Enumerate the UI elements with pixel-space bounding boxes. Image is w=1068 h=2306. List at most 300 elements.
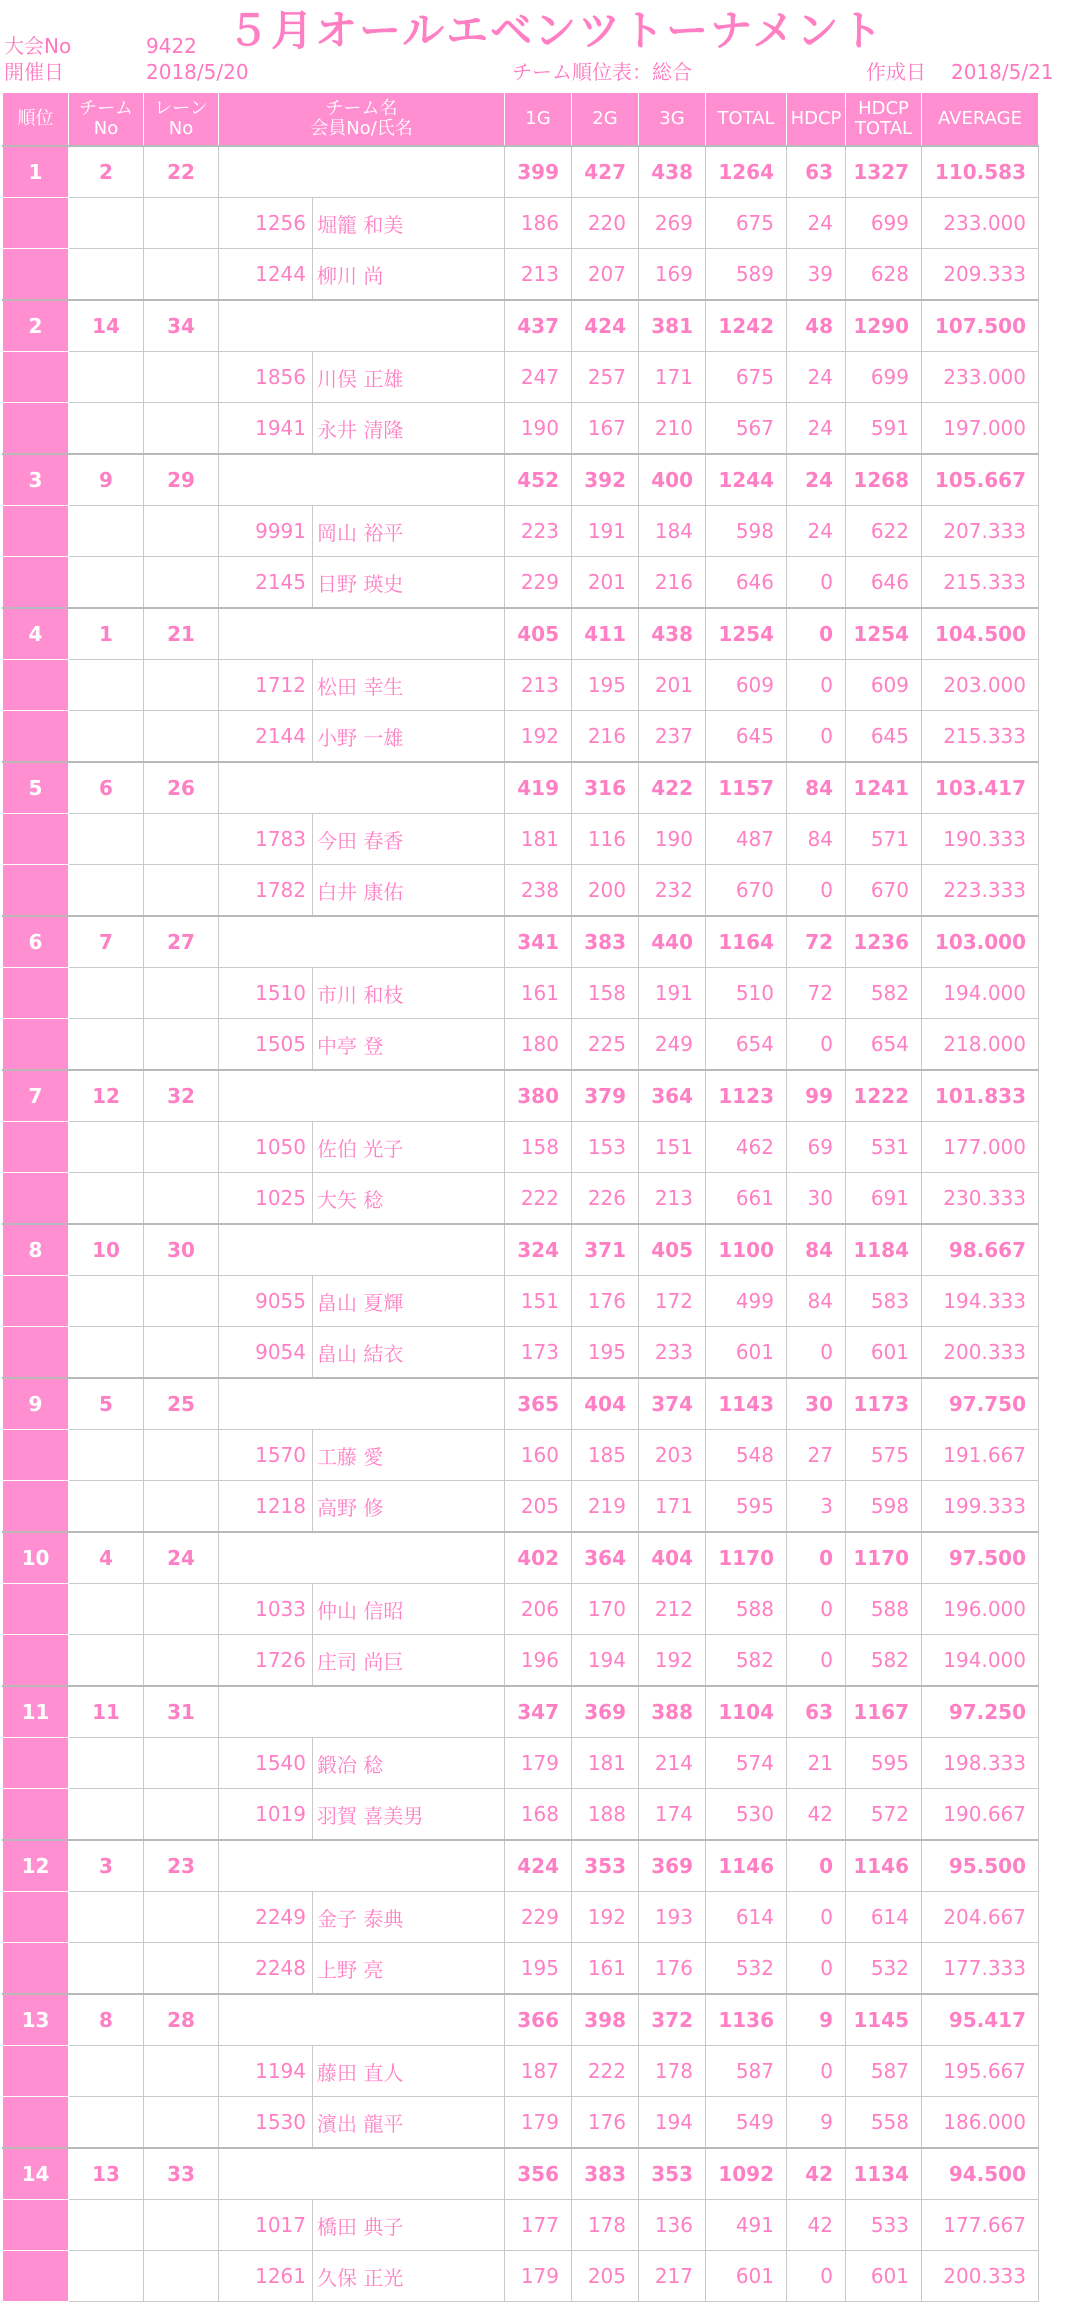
member-g2: 116 — [572, 814, 639, 865]
member-hdcp: 0 — [787, 865, 846, 917]
member-no: 1856 — [219, 352, 313, 403]
member-hdcp: 9 — [787, 2097, 846, 2149]
team-average: 95.417 — [922, 1994, 1039, 2046]
member-row — [3, 968, 1039, 1019]
member-hdcp: 0 — [787, 1892, 846, 1943]
team-no-blank — [69, 711, 144, 763]
rank-blank — [3, 2097, 69, 2149]
member-total: 487 — [706, 814, 787, 865]
team-no-blank — [69, 198, 144, 249]
col-hdcp: HDCP — [787, 93, 846, 147]
team-hdcp-total: 1254 — [846, 608, 922, 660]
member-total: 598 — [706, 506, 787, 557]
member-g3: 192 — [639, 1635, 706, 1687]
team-name — [219, 1070, 505, 1122]
member-g2: 170 — [572, 1584, 639, 1635]
member-row — [3, 865, 1039, 917]
team-g1: 341 — [505, 916, 572, 968]
member-hdcp: 84 — [787, 1276, 846, 1327]
member-no: 1510 — [219, 968, 313, 1019]
team-g1: 365 — [505, 1378, 572, 1430]
member-name: 今田 春香 — [313, 814, 505, 865]
member-hdcp-total: 622 — [846, 506, 922, 557]
team-average: 95.500 — [922, 1840, 1039, 1892]
member-no: 1050 — [219, 1122, 313, 1173]
member-average: 197.000 — [922, 403, 1039, 455]
member-name: 羽賀 喜美男 — [313, 1789, 505, 1841]
member-g3: 214 — [639, 1738, 706, 1789]
member-average: 194.333 — [922, 1276, 1039, 1327]
team-no-blank — [69, 2251, 144, 2302]
team-average: 105.667 — [922, 454, 1039, 506]
member-average: 191.667 — [922, 1430, 1039, 1481]
team-total: 1157 — [706, 762, 787, 814]
lane-no-blank — [144, 1276, 219, 1327]
team-hdcp: 0 — [787, 608, 846, 660]
team-g3: 364 — [639, 1070, 706, 1122]
member-g2: 220 — [572, 198, 639, 249]
team-hdcp-total: 1184 — [846, 1224, 922, 1276]
member-g2: 200 — [572, 865, 639, 917]
team-no-blank — [69, 2200, 144, 2251]
member-average: 194.000 — [922, 968, 1039, 1019]
lane-no: 32 — [144, 1070, 219, 1122]
col-g1: 1G — [505, 93, 572, 147]
member-total: 654 — [706, 1019, 787, 1071]
member-hdcp-total: 628 — [846, 249, 922, 301]
member-g2: 176 — [572, 1276, 639, 1327]
team-row — [3, 1994, 1039, 2046]
rank-blank — [3, 660, 69, 711]
member-g3: 201 — [639, 660, 706, 711]
team-no-blank — [69, 557, 144, 609]
team-name — [219, 1686, 505, 1738]
member-hdcp: 24 — [787, 198, 846, 249]
team-hdcp: 72 — [787, 916, 846, 968]
member-row — [3, 2097, 1039, 2149]
team-g2: 364 — [572, 1532, 639, 1584]
lane-no: 30 — [144, 1224, 219, 1276]
member-g1: 180 — [505, 1019, 572, 1071]
member-row — [3, 249, 1039, 301]
team-hdcp: 84 — [787, 762, 846, 814]
team-total: 1254 — [706, 608, 787, 660]
team-hdcp-total: 1290 — [846, 300, 922, 352]
team-total: 1092 — [706, 2148, 787, 2200]
col-average: AVERAGE — [922, 93, 1039, 147]
member-row — [3, 506, 1039, 557]
team-hdcp-total: 1236 — [846, 916, 922, 968]
team-no: 11 — [69, 1686, 144, 1738]
team-average: 103.417 — [922, 762, 1039, 814]
member-hdcp: 0 — [787, 557, 846, 609]
team-no: 8 — [69, 1994, 144, 2046]
date-label: 開催日 — [4, 60, 64, 84]
member-hdcp-total: 609 — [846, 660, 922, 711]
member-no: 2249 — [219, 1892, 313, 1943]
member-row — [3, 2251, 1039, 2302]
member-average: 215.333 — [922, 711, 1039, 763]
member-no: 1530 — [219, 2097, 313, 2149]
member-g2: 205 — [572, 2251, 639, 2302]
col-name: チーム名 会員No/氏名 — [219, 93, 505, 147]
member-no: 1540 — [219, 1738, 313, 1789]
rank-blank — [3, 2200, 69, 2251]
member-hdcp-total: 587 — [846, 2046, 922, 2097]
member-name: 上野 亮 — [313, 1943, 505, 1995]
team-hdcp: 9 — [787, 1994, 846, 2046]
member-row — [3, 1892, 1039, 1943]
member-hdcp: 0 — [787, 1019, 846, 1071]
created-label: 作成日 — [866, 60, 926, 84]
team-total: 1143 — [706, 1378, 787, 1430]
member-g1: 213 — [505, 660, 572, 711]
lane-no-blank — [144, 506, 219, 557]
tournament-no-label: 大会No — [4, 34, 72, 58]
team-hdcp-total: 1268 — [846, 454, 922, 506]
team-rank: 11 — [3, 1686, 69, 1738]
team-no-blank — [69, 506, 144, 557]
member-g3: 176 — [639, 1943, 706, 1995]
lane-no: 27 — [144, 916, 219, 968]
member-name: 久保 正光 — [313, 2251, 505, 2302]
member-row — [3, 1943, 1039, 1995]
rank-blank — [3, 1430, 69, 1481]
team-g3: 369 — [639, 1840, 706, 1892]
member-name: 畠山 夏輝 — [313, 1276, 505, 1327]
member-total: 530 — [706, 1789, 787, 1841]
member-hdcp: 0 — [787, 2251, 846, 2302]
member-g1: 229 — [505, 557, 572, 609]
team-g1: 405 — [505, 608, 572, 660]
member-total: 588 — [706, 1584, 787, 1635]
lane-no-blank — [144, 1584, 219, 1635]
member-g3: 203 — [639, 1430, 706, 1481]
team-g2: 404 — [572, 1378, 639, 1430]
rank-blank — [3, 1789, 69, 1841]
member-g3: 233 — [639, 1327, 706, 1379]
member-hdcp: 0 — [787, 1584, 846, 1635]
team-average: 97.750 — [922, 1378, 1039, 1430]
team-rank: 3 — [3, 454, 69, 506]
team-g2: 369 — [572, 1686, 639, 1738]
team-g2: 427 — [572, 146, 639, 198]
member-total: 595 — [706, 1481, 787, 1533]
member-g3: 151 — [639, 1122, 706, 1173]
team-no-blank — [69, 1276, 144, 1327]
member-g3: 172 — [639, 1276, 706, 1327]
member-g2: 191 — [572, 506, 639, 557]
member-g3: 171 — [639, 1481, 706, 1533]
team-average: 101.833 — [922, 1070, 1039, 1122]
team-row — [3, 1224, 1039, 1276]
member-no: 1712 — [219, 660, 313, 711]
team-total: 1170 — [706, 1532, 787, 1584]
event-date: 2018/5/20 — [146, 60, 249, 84]
team-total: 1136 — [706, 1994, 787, 2046]
col-hdcp-total: HDCP TOTAL — [846, 93, 922, 147]
lane-no: 29 — [144, 454, 219, 506]
member-g2: 185 — [572, 1430, 639, 1481]
member-g1: 181 — [505, 814, 572, 865]
team-g3: 388 — [639, 1686, 706, 1738]
member-hdcp-total: 670 — [846, 865, 922, 917]
member-g1: 247 — [505, 352, 572, 403]
member-total: 549 — [706, 2097, 787, 2149]
member-hdcp: 24 — [787, 403, 846, 455]
rank-blank — [3, 814, 69, 865]
member-g1: 179 — [505, 1738, 572, 1789]
team-no-blank — [69, 1738, 144, 1789]
member-g1: 161 — [505, 968, 572, 1019]
member-g3: 190 — [639, 814, 706, 865]
member-hdcp: 21 — [787, 1738, 846, 1789]
member-name: 佐伯 光子 — [313, 1122, 505, 1173]
rank-blank — [3, 1019, 69, 1071]
member-row — [3, 1276, 1039, 1327]
team-name — [219, 1224, 505, 1276]
col-lane-no: レーン No — [144, 93, 219, 147]
member-average: 186.000 — [922, 2097, 1039, 2149]
member-g1: 196 — [505, 1635, 572, 1687]
member-name: 日野 瑛史 — [313, 557, 505, 609]
member-row — [3, 711, 1039, 763]
team-total: 1104 — [706, 1686, 787, 1738]
team-g2: 424 — [572, 300, 639, 352]
member-hdcp-total: 598 — [846, 1481, 922, 1533]
team-no-blank — [69, 403, 144, 455]
team-name — [219, 300, 505, 352]
team-total: 1242 — [706, 300, 787, 352]
member-no: 9055 — [219, 1276, 313, 1327]
member-g3: 212 — [639, 1584, 706, 1635]
team-no-blank — [69, 1327, 144, 1379]
team-hdcp: 0 — [787, 1532, 846, 1584]
lane-no-blank — [144, 968, 219, 1019]
member-average: 200.333 — [922, 2251, 1039, 2302]
rank-blank — [3, 1584, 69, 1635]
team-hdcp: 42 — [787, 2148, 846, 2200]
member-hdcp-total: 583 — [846, 1276, 922, 1327]
team-hdcp: 0 — [787, 1840, 846, 1892]
lane-no-blank — [144, 865, 219, 917]
team-g3: 400 — [639, 454, 706, 506]
member-row — [3, 660, 1039, 711]
team-rank: 9 — [3, 1378, 69, 1430]
team-hdcp-total: 1134 — [846, 2148, 922, 2200]
lane-no-blank — [144, 1635, 219, 1687]
team-average: 97.500 — [922, 1532, 1039, 1584]
member-g3: 169 — [639, 249, 706, 301]
member-g1: 177 — [505, 2200, 572, 2251]
member-average: 198.333 — [922, 1738, 1039, 1789]
team-hdcp: 30 — [787, 1378, 846, 1430]
member-g2: 257 — [572, 352, 639, 403]
member-hdcp: 42 — [787, 2200, 846, 2251]
team-g2: 411 — [572, 608, 639, 660]
rank-blank — [3, 2251, 69, 2302]
rank-blank — [3, 1327, 69, 1379]
member-g1: 213 — [505, 249, 572, 301]
member-name: 永井 清隆 — [313, 403, 505, 455]
member-g3: 249 — [639, 1019, 706, 1071]
team-no: 4 — [69, 1532, 144, 1584]
team-g2: 316 — [572, 762, 639, 814]
member-g2: 225 — [572, 1019, 639, 1071]
member-g1: 229 — [505, 1892, 572, 1943]
member-hdcp-total: 614 — [846, 1892, 922, 1943]
col-g3: 3G — [639, 93, 706, 147]
team-no-blank — [69, 1122, 144, 1173]
team-hdcp-total: 1170 — [846, 1532, 922, 1584]
member-hdcp: 0 — [787, 1327, 846, 1379]
member-average: 233.000 — [922, 198, 1039, 249]
lane-no: 21 — [144, 608, 219, 660]
lane-no-blank — [144, 2046, 219, 2097]
member-average: 190.333 — [922, 814, 1039, 865]
team-no-blank — [69, 1584, 144, 1635]
member-g1: 222 — [505, 1173, 572, 1225]
member-hdcp-total: 646 — [846, 557, 922, 609]
member-name: 岡山 裕平 — [313, 506, 505, 557]
member-total: 614 — [706, 1892, 787, 1943]
member-g1: 158 — [505, 1122, 572, 1173]
member-hdcp-total: 558 — [846, 2097, 922, 2149]
rank-blank — [3, 2046, 69, 2097]
team-total: 1244 — [706, 454, 787, 506]
member-g3: 193 — [639, 1892, 706, 1943]
lane-no: 33 — [144, 2148, 219, 2200]
lane-no-blank — [144, 249, 219, 301]
member-name: 柳川 尚 — [313, 249, 505, 301]
member-row — [3, 2200, 1039, 2251]
member-g2: 226 — [572, 1173, 639, 1225]
report-title: ５月オールエベンツトーナメント — [227, 6, 885, 55]
member-average: 204.667 — [922, 1892, 1039, 1943]
member-name: 鍛冶 稔 — [313, 1738, 505, 1789]
member-average: 196.000 — [922, 1584, 1039, 1635]
team-rank: 13 — [3, 1994, 69, 2046]
team-no: 9 — [69, 454, 144, 506]
team-average: 98.667 — [922, 1224, 1039, 1276]
team-no: 6 — [69, 762, 144, 814]
lane-no: 34 — [144, 300, 219, 352]
team-no: 7 — [69, 916, 144, 968]
team-g2: 371 — [572, 1224, 639, 1276]
member-name: 仲山 信昭 — [313, 1584, 505, 1635]
member-g2: 181 — [572, 1738, 639, 1789]
member-g2: 219 — [572, 1481, 639, 1533]
member-average: 177.000 — [922, 1122, 1039, 1173]
member-hdcp: 0 — [787, 711, 846, 763]
member-average: 209.333 — [922, 249, 1039, 301]
team-hdcp-total: 1167 — [846, 1686, 922, 1738]
team-no: 5 — [69, 1378, 144, 1430]
team-g1: 452 — [505, 454, 572, 506]
member-g3: 217 — [639, 2251, 706, 2302]
team-name — [219, 1378, 505, 1430]
team-hdcp: 63 — [787, 1686, 846, 1738]
member-no: 1256 — [219, 198, 313, 249]
rank-blank — [3, 1173, 69, 1225]
lane-no-blank — [144, 352, 219, 403]
member-hdcp-total: 531 — [846, 1122, 922, 1173]
member-hdcp-total: 571 — [846, 814, 922, 865]
team-no-blank — [69, 1789, 144, 1841]
member-row — [3, 1019, 1039, 1071]
member-name: 松田 幸生 — [313, 660, 505, 711]
member-no: 2145 — [219, 557, 313, 609]
team-g2: 353 — [572, 1840, 639, 1892]
member-hdcp-total: 595 — [846, 1738, 922, 1789]
member-total: 548 — [706, 1430, 787, 1481]
member-total: 582 — [706, 1635, 787, 1687]
rank-blank — [3, 1481, 69, 1533]
member-no: 9991 — [219, 506, 313, 557]
member-row — [3, 1789, 1039, 1841]
team-g1: 356 — [505, 2148, 572, 2200]
lane-no-blank — [144, 711, 219, 763]
lane-no-blank — [144, 403, 219, 455]
member-no: 1261 — [219, 2251, 313, 2302]
lane-no-blank — [144, 557, 219, 609]
member-no: 1194 — [219, 2046, 313, 2097]
team-hdcp-total: 1327 — [846, 146, 922, 198]
team-g3: 374 — [639, 1378, 706, 1430]
member-total: 587 — [706, 2046, 787, 2097]
member-no: 1570 — [219, 1430, 313, 1481]
team-name — [219, 1840, 505, 1892]
member-name: 高野 修 — [313, 1481, 505, 1533]
team-no-blank — [69, 352, 144, 403]
member-total: 532 — [706, 1943, 787, 1995]
member-hdcp: 69 — [787, 1122, 846, 1173]
rank-blank — [3, 1635, 69, 1687]
team-g2: 383 — [572, 916, 639, 968]
team-average: 103.000 — [922, 916, 1039, 968]
team-rank: 12 — [3, 1840, 69, 1892]
team-name — [219, 1994, 505, 2046]
team-no: 10 — [69, 1224, 144, 1276]
lane-no-blank — [144, 1173, 219, 1225]
member-no: 1783 — [219, 814, 313, 865]
team-no-blank — [69, 660, 144, 711]
rank-blank — [3, 557, 69, 609]
team-ranking-table — [2, 92, 1039, 2302]
team-no: 13 — [69, 2148, 144, 2200]
lane-no: 31 — [144, 1686, 219, 1738]
member-hdcp-total: 532 — [846, 1943, 922, 1995]
member-g3: 232 — [639, 865, 706, 917]
member-average: 215.333 — [922, 557, 1039, 609]
member-total: 462 — [706, 1122, 787, 1173]
team-no: 1 — [69, 608, 144, 660]
team-g3: 372 — [639, 1994, 706, 2046]
team-total: 1164 — [706, 916, 787, 968]
lane-no-blank — [144, 198, 219, 249]
member-total: 499 — [706, 1276, 787, 1327]
tournament-no: 9422 — [146, 34, 197, 58]
member-g1: 168 — [505, 1789, 572, 1841]
lane-no: 25 — [144, 1378, 219, 1430]
member-g3: 178 — [639, 2046, 706, 2097]
member-g2: 195 — [572, 660, 639, 711]
member-g3: 216 — [639, 557, 706, 609]
member-hdcp-total: 575 — [846, 1430, 922, 1481]
member-hdcp-total: 601 — [846, 2251, 922, 2302]
team-rank: 14 — [3, 2148, 69, 2200]
team-row — [3, 1070, 1039, 1122]
